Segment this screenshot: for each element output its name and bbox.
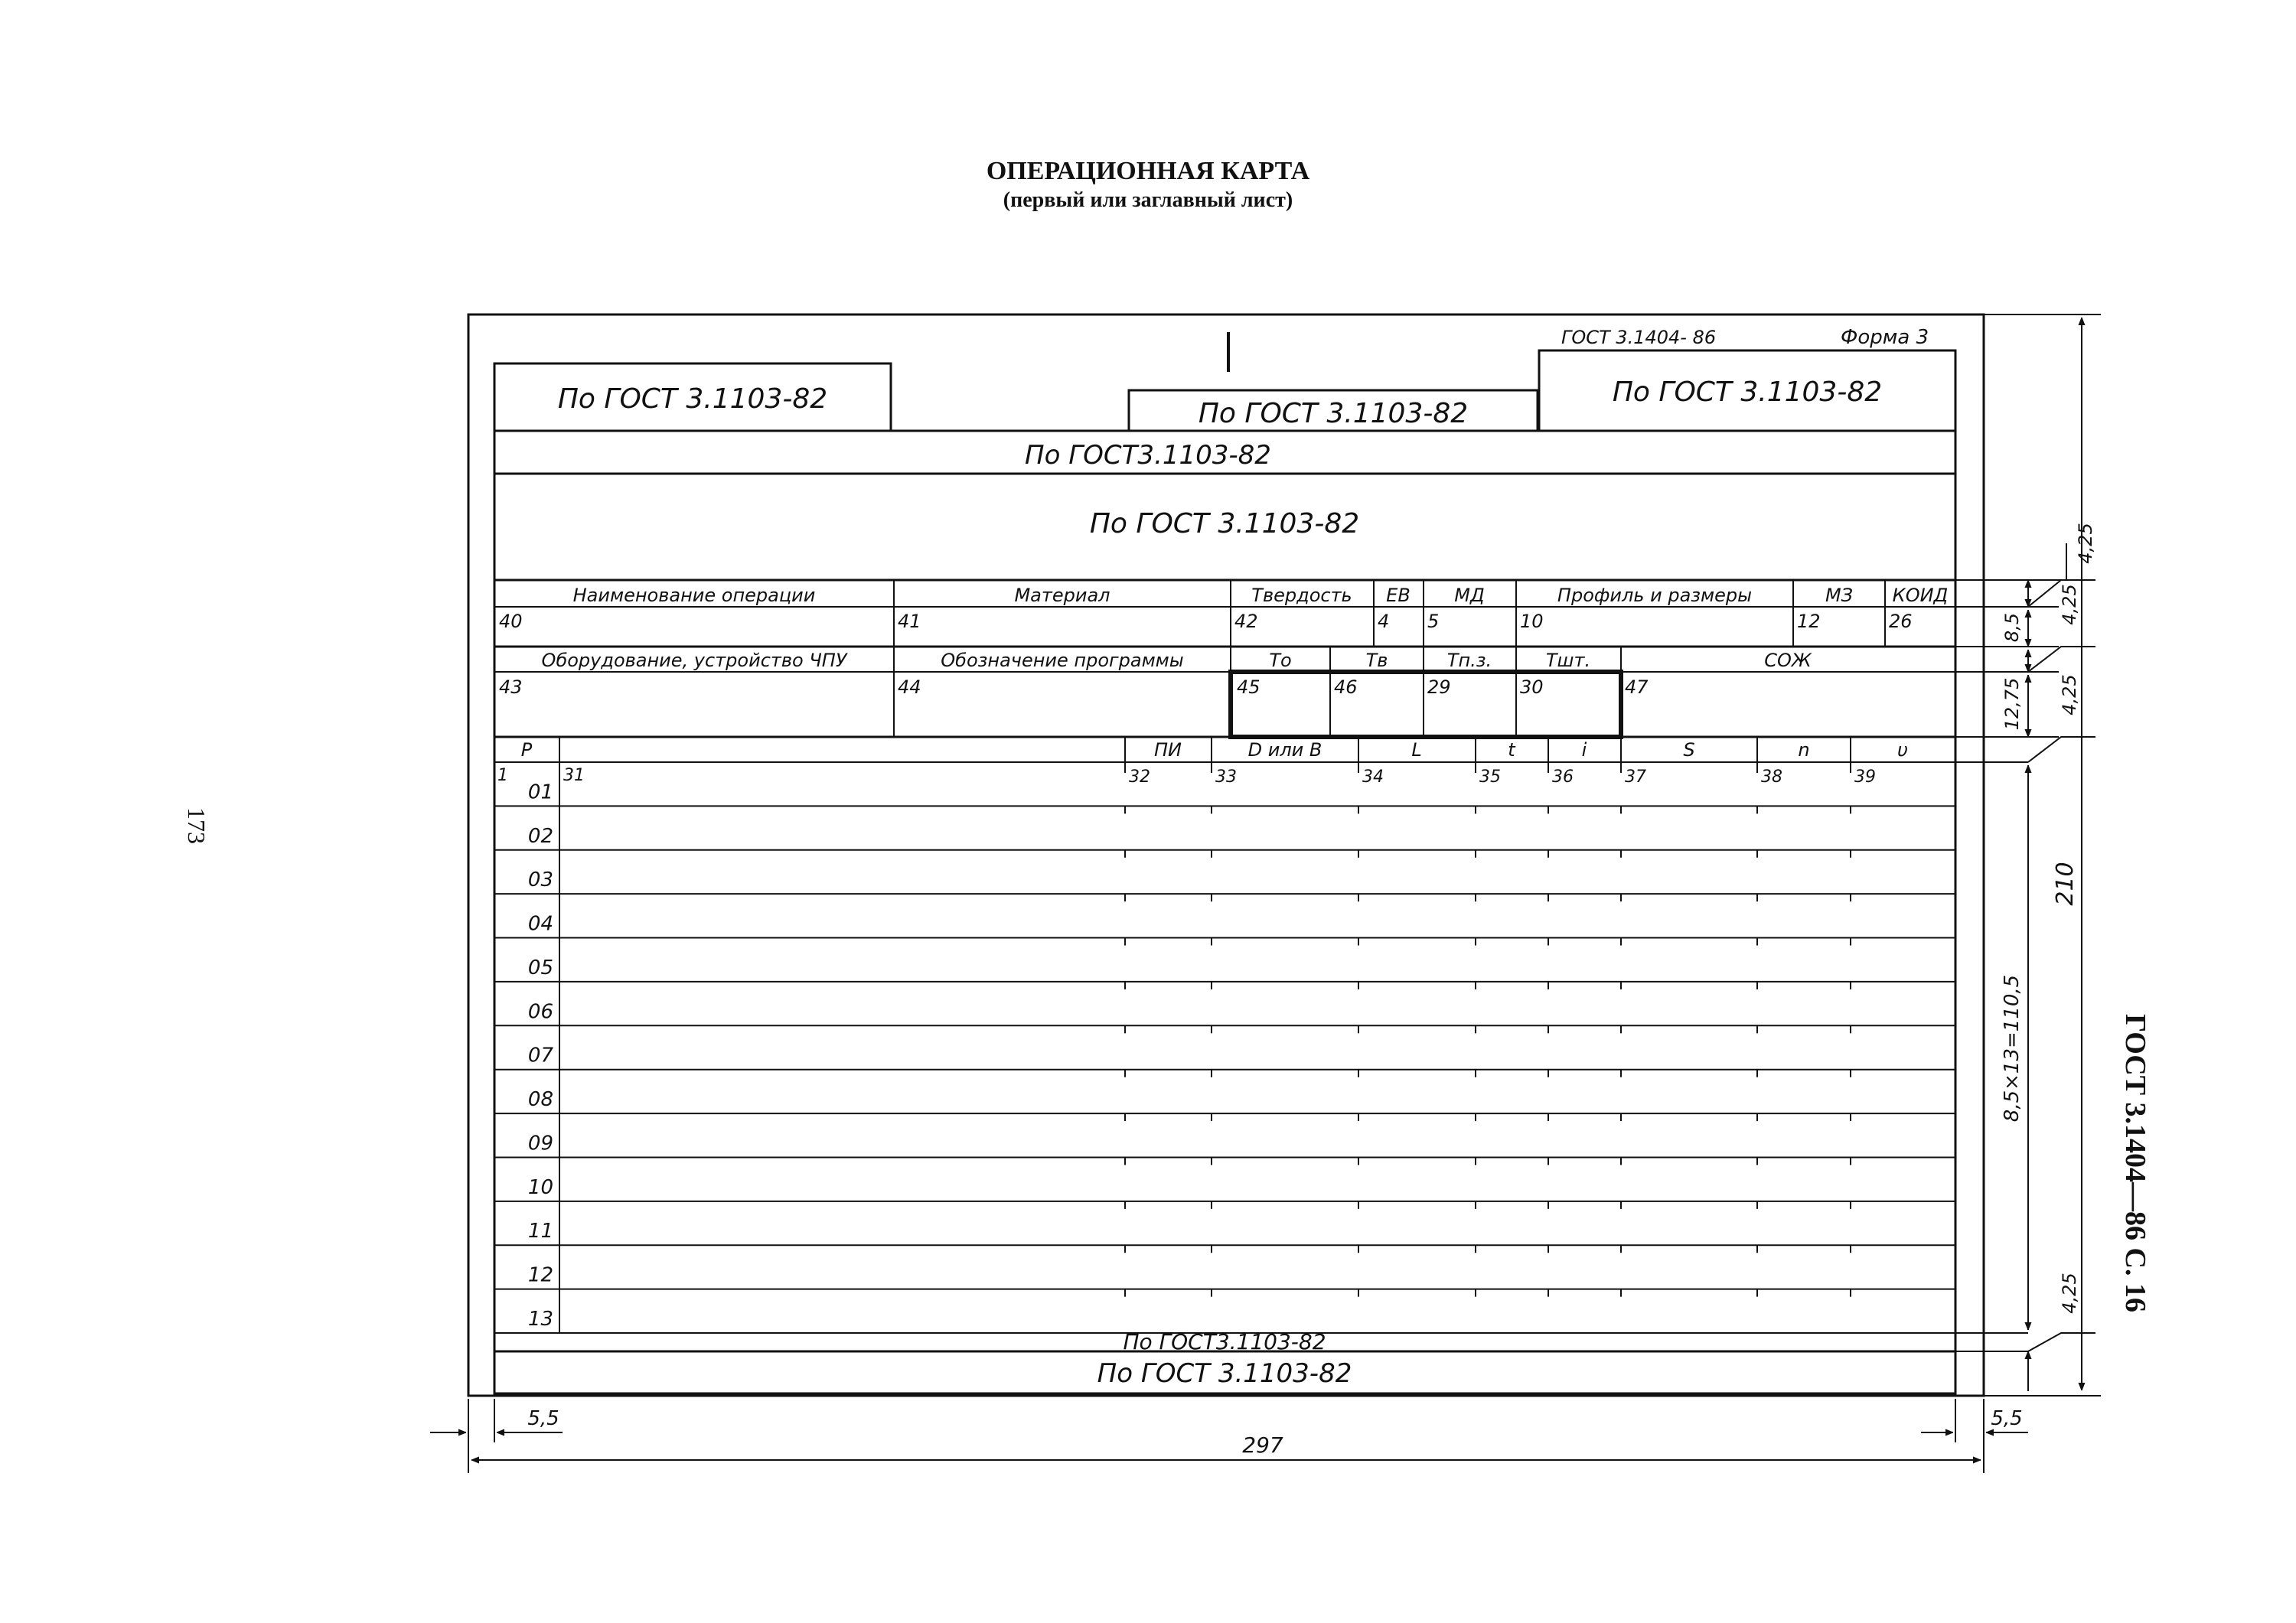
code-29: 29 <box>1427 676 1451 698</box>
row-label: 08 <box>527 1088 553 1112</box>
header-equipment: Оборудование, устройство ЧПУ <box>541 650 847 671</box>
dim-425-a: 4,25 <box>2075 523 2096 564</box>
header-koid: КОИД <box>1892 585 1949 606</box>
header-v: υ <box>1897 739 1908 761</box>
header-to: То <box>1269 650 1292 671</box>
dim-297: 297 <box>1242 1432 1283 1458</box>
gost-page-label: ГОСТ 3.1404—86 С. 16 <box>2119 1014 2151 1312</box>
form-standard: ГОСТ 3.1404- 86 <box>1561 327 1717 348</box>
header-profile-sizes: Профиль и размеры <box>1557 585 1753 606</box>
row-label: 04 <box>527 912 553 936</box>
dim-210: 210 <box>2052 862 2079 906</box>
page-number: 173 <box>183 807 210 844</box>
header-i: i <box>1581 739 1587 761</box>
row-label: 05 <box>527 956 553 979</box>
code-26: 26 <box>1889 611 1913 632</box>
row-label: 12 <box>527 1263 553 1287</box>
gost-ref-line: По ГОСТ3.1103-82 <box>1025 440 1271 471</box>
code-36: 36 <box>1552 768 1574 787</box>
header-p: Р <box>520 739 533 761</box>
header-program: Обозначение программы <box>941 650 1184 671</box>
dim-55-left: 5,5 <box>527 1407 559 1430</box>
code-42: 42 <box>1234 611 1258 632</box>
header-ev: ЕВ <box>1386 585 1411 606</box>
code-32: 32 <box>1129 768 1150 787</box>
dim-85: 8,5 <box>2001 612 2023 643</box>
dim-1275: 12,75 <box>2001 677 2023 731</box>
gost-ref-block: По ГОСТ 3.1103-82 <box>1089 508 1360 539</box>
header-l: L <box>1411 739 1422 761</box>
row-label: 02 <box>527 824 553 848</box>
page-subtitle: (первый или заглавный лист) <box>1003 188 1293 212</box>
code-38: 38 <box>1761 768 1782 787</box>
dim-55-right: 5,5 <box>1991 1407 2023 1430</box>
header-n: n <box>1798 739 1810 761</box>
code-10: 10 <box>1520 611 1544 632</box>
dim-425-b: 4,25 <box>2059 584 2080 625</box>
header-tsht: Тшт. <box>1545 650 1591 671</box>
code-5: 5 <box>1427 611 1440 632</box>
header-pi: ПИ <box>1154 739 1182 761</box>
code-4: 4 <box>1378 611 1390 632</box>
dim-425-c: 4,25 <box>2059 674 2080 715</box>
header-material: Материал <box>1014 585 1110 606</box>
header-tpz: Тп.з. <box>1446 650 1492 671</box>
code-33: 33 <box>1215 768 1237 787</box>
code-1: 1 <box>497 766 508 785</box>
row-label: 07 <box>527 1044 553 1067</box>
code-46: 46 <box>1334 676 1358 698</box>
header-tv: Тв <box>1365 650 1388 671</box>
dim-rows: 8,5×13=110,5 <box>2001 974 2024 1123</box>
code-40: 40 <box>499 611 523 632</box>
code-34: 34 <box>1362 768 1384 787</box>
form-number: Форма 3 <box>1841 326 1929 349</box>
row-label: 10 <box>527 1175 553 1199</box>
dim-425-d: 4,25 <box>2059 1273 2080 1314</box>
row-label: 13 <box>527 1308 553 1331</box>
header-operation-name: Наименование операции <box>572 585 816 606</box>
row-label: 09 <box>527 1132 553 1155</box>
gost-ref-box-middle: По ГОСТ 3.1103-82 <box>1198 398 1469 429</box>
code-30: 30 <box>1520 676 1544 698</box>
header-md: МД <box>1454 585 1485 606</box>
code-31: 31 <box>563 766 585 785</box>
gost-ref-footer-small: По ГОСТ3.1103-82 <box>1123 1329 1326 1354</box>
row-lines <box>494 762 1955 1297</box>
header-mz: МЗ <box>1825 585 1854 606</box>
header-d-or-b: D или В <box>1247 739 1322 761</box>
gost-ref-box-right: По ГОСТ 3.1103-82 <box>1612 376 1883 408</box>
code-12: 12 <box>1797 611 1821 632</box>
page-title: ОПЕРАЦИОННАЯ КАРТА <box>986 157 1310 185</box>
code-37: 37 <box>1625 768 1646 787</box>
row-label: 11 <box>527 1220 553 1243</box>
code-45: 45 <box>1237 676 1261 698</box>
header-hardness: Твердость <box>1251 585 1352 606</box>
code-44: 44 <box>898 676 921 698</box>
form-text <box>497 326 2096 1458</box>
code-43: 43 <box>499 676 523 698</box>
gost-ref-footer: По ГОСТ 3.1103-82 <box>1097 1358 1352 1389</box>
code-35: 35 <box>1479 768 1501 787</box>
code-47: 47 <box>1625 676 1649 698</box>
row-label: 01 <box>527 781 553 804</box>
row-label: 06 <box>527 1000 553 1024</box>
header-coolant: СОЖ <box>1764 650 1812 671</box>
code-39: 39 <box>1854 768 1876 787</box>
header-t: t <box>1508 739 1515 761</box>
header-s: S <box>1683 739 1695 761</box>
gost-ref-box-left: По ГОСТ 3.1103-82 <box>557 383 828 415</box>
code-41: 41 <box>898 611 921 632</box>
row-label: 03 <box>527 869 553 892</box>
